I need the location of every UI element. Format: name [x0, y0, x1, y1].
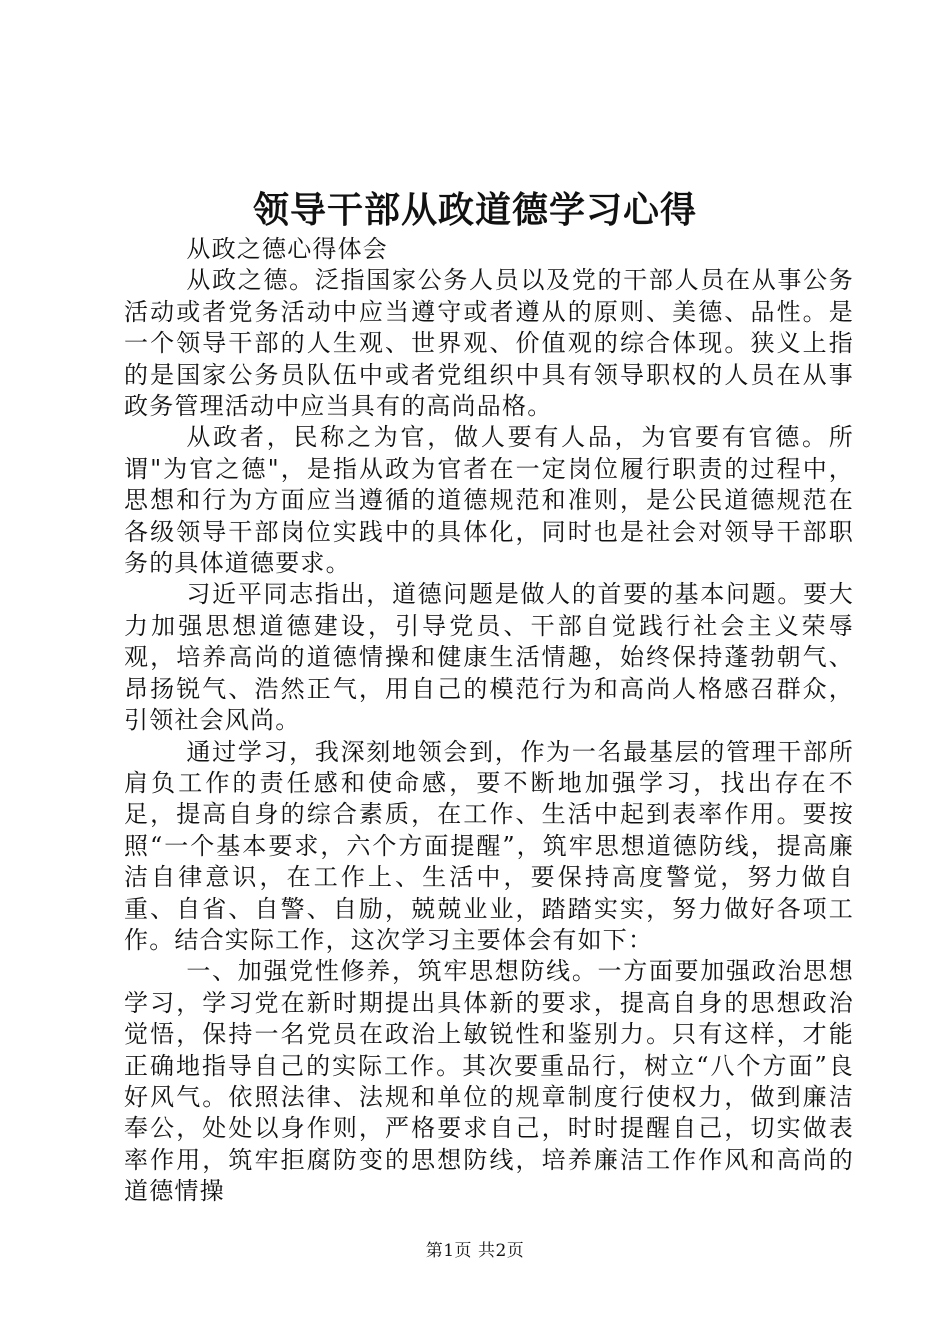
paragraph-3: 习近平同志指出，道德问题是做人的首要的基本问题。要大力加强思想道德建设，引导党员、干部自觉践行社会主义荣辱观，培养高尚的道德情操和健康生活情趣，始终保持蓬勃朝气、昂扬锐气、浩然正气，用自己的模范行为和高尚人格感召群众，引领社会风尚。 [124, 580, 854, 735]
document-title: 领导干部从政道德学习心得 [252, 189, 697, 231]
document-body [124, 234, 854, 1208]
page-number-footer: 第1页 共2页 [425, 1241, 525, 1261]
paragraph-subtitle: 从政之德心得体会 [186, 235, 388, 263]
paragraph-2: 从政者，民称之为官，做人要有人品，为官要有官德。所谓"为官之德"，是指从政为官者在一定岗位履行职责的过程中，思想和行为方面应当遵循的道德规范和准则，是公民道德规范在各级领导干部岗位实践中的具体化，同时也是社会对领导干部职务的具体道德要求。 [124, 423, 854, 578]
paragraph-4: 通过学习，我深刻地领会到，作为一名最基层的管理干部所肩负工作的责任感和使命感，要不断地加强学习，找出存在不足，提高自身的综合素质，在工作、生活中起到表率作用。要按照“一个基本要求，六个方面提醒”，筑牢思想道德防线，提高廉洁自律意识，在工作上、生活中，要保持高度警觉，努力做自重、自省、自警、自励，兢兢业业，踏踏实实，努力做好各项工作。结合实际工作，这次学习主要体会有如下： [124, 737, 854, 954]
paragraph-1: 从政之德。泛指国家公务人员以及党的干部人员在从事公务活动或者党务活动中应当遵守或者遵从的原则、美德、品性。是一个领导干部的人生观、世界观、价值观的综合体现。狭义上指的是国家公务员队伍中或者党组织中具有领导职权的人员在从事政务管理活动中应当具有的高尚品格。 [124, 266, 854, 421]
paragraph-5: 一、加强党性修养，筑牢思想防线。一方面要加强政治思想学习，学习党在新时期提出具体新的要求，提高自身的思想政治觉悟，保持一名党员在政治上敏锐性和鉴别力。只有这样，才能正确地指导自己的实际工作。其次要重品行，树立“八个方面”良好风气。依照法律、法规和单位的规章制度行使权力，做到廉洁奉公，处处以身作则，严格要求自己，时时提醒自己，切实做表率作用，筑牢拒腐防变的思想防线，培养廉洁工作作风和高尚的道德情操 [124, 957, 854, 1206]
